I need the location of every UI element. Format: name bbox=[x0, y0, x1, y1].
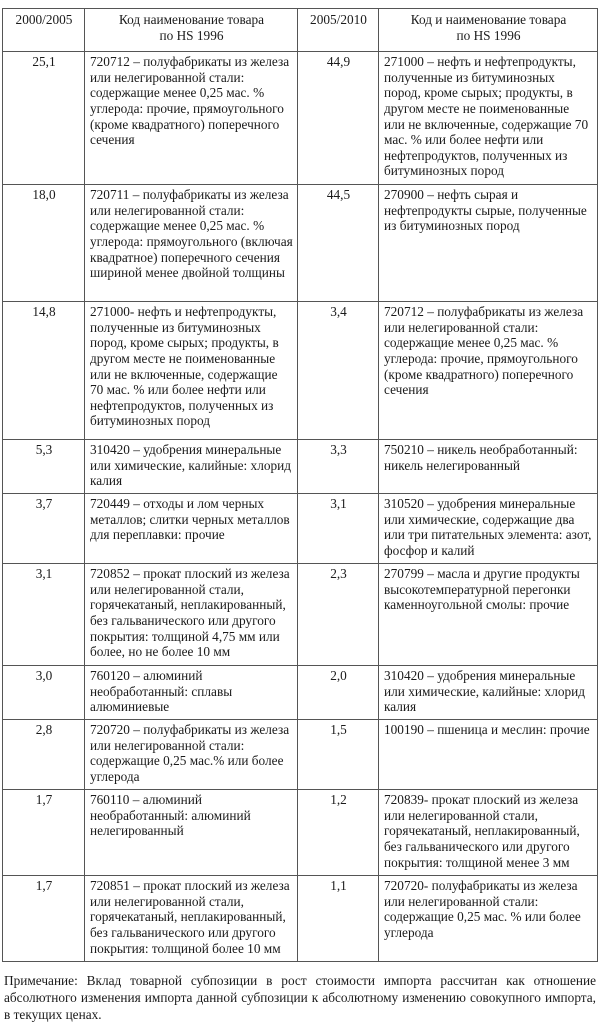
description-2000-2005: 720851 – прокат плоский из железа или нелегированной стали, горячекатаный, неплакированный, без гальванического или другого покрытия: толщиной более 10 мм bbox=[85, 876, 298, 962]
table-row bbox=[3, 52, 598, 185]
description-2005-2010: 720839- прокат плоский из железа или нелегированной стали, горячекатаный, неплакированный, без гальванического или другого покрытия: толщиной менее 3 мм bbox=[379, 790, 598, 876]
value-2005-2010: 1,5 bbox=[298, 720, 379, 790]
description-2005-2010: 720712 – полуфабрикаты из железа или нелегированной стали: содержащие менее 0,25 мас. % углерода: прочие, прямоугольного (кроме квадратного) поперечного сечения bbox=[379, 302, 598, 440]
value-2000-2005: 3,1 bbox=[3, 564, 85, 666]
value-2005-2010: 44,5 bbox=[298, 185, 379, 302]
table-row bbox=[3, 185, 598, 302]
value-2000-2005: 1,7 bbox=[3, 790, 85, 876]
header-period-2005-2010: 2005/2010 bbox=[298, 9, 379, 52]
description-2005-2010: 310520 – удобрения минеральные или химические, содержащие два или три питательных элемента: азот, фосфор и калий bbox=[379, 494, 598, 564]
table-row bbox=[3, 494, 598, 564]
header-code-name-1-line2: по HS 1996 bbox=[159, 27, 224, 43]
description-2000-2005: 720711 – полуфабрикаты из железа или нелегированной стали: содержащие менее 0,25 мас. % углерода: прямоугольного (включая квадратное) поперечного сечения шириной менее двойной толщины bbox=[85, 185, 298, 302]
description-2000-2005: 720852 – прокат плоский из железа или нелегированной стали, горячекатаный, неплакированный, без гальванического или другого покрытия: толщиной 4,75 мм или более, но не более 10 мм bbox=[85, 564, 298, 666]
header-code-name-2-line2: по HS 1996 bbox=[456, 27, 521, 43]
value-2000-2005: 18,0 bbox=[3, 185, 85, 302]
description-2005-2010: 720720- полуфабрикаты из железа или нелегированной стали: содержащие 0,25 мас. % или более углерода bbox=[379, 876, 598, 962]
description-2005-2010: 270900 – нефть сырая и нефтепродукты сырые, полученные из битуминозных пород bbox=[379, 185, 598, 302]
table-row bbox=[3, 440, 598, 494]
value-2005-2010: 3,1 bbox=[298, 494, 379, 564]
table-header-row bbox=[3, 9, 598, 52]
description-2005-2010: 100190 – пшеница и меслин: прочие bbox=[379, 720, 598, 790]
value-2005-2010: 44,9 bbox=[298, 52, 379, 185]
header-code-name-2-line1: Код и наименование товара bbox=[410, 12, 567, 27]
header-period-2000-2005: 2000/2005 bbox=[3, 9, 85, 52]
table-row bbox=[3, 564, 598, 666]
description-2005-2010: 270799 – масла и другие продукты высокотемпературной перегонки каменноугольной смолы: прочие bbox=[379, 564, 598, 666]
description-2005-2010: 750210 – никель необработанный: никель нелегированный bbox=[379, 440, 598, 494]
value-2000-2005: 5,3 bbox=[3, 440, 85, 494]
description-2000-2005: 720712 – полуфабрикаты из железа или нелегированной стали: содержащие менее 0,25 мас. % углерода: прочие, прямоугольного (кроме квадратного) поперечного сечения bbox=[85, 52, 298, 185]
header-code-name-2 bbox=[379, 9, 598, 52]
description-2000-2005: 720449 – отходы и лом черных металлов; слитки черных металлов для переплавки: прочие bbox=[85, 494, 298, 564]
description-2000-2005: 720720 – полуфабрикаты из железа или нелегированной стали: содержащие 0,25 мас.% или более углерода bbox=[85, 720, 298, 790]
value-2005-2010: 3,3 bbox=[298, 440, 379, 494]
description-2005-2010: 271000 – нефть и нефтепродукты, полученные из битуминозных пород, кроме сырых; продукты, в другом месте не поименованные или не включенные, содержащие 70 мас. % или более нефти или нефтепродуктов, полученных из битуминозных пород bbox=[379, 52, 598, 185]
table-row bbox=[3, 876, 598, 962]
description-2005-2010: 310420 – удобрения минеральные или химические, калийные: хлорид калия bbox=[379, 666, 598, 720]
table-footnote: Примечание: Вклад товарной субпозиции в рост стоимости импорта рассчитан как отношение абсолютного изменения импорта данной субпозиции к абсолютному изменению совокупного импорта, в текущих ценах. bbox=[4, 973, 596, 1022]
import-contribution-table bbox=[2, 8, 598, 962]
value-2000-2005: 14,8 bbox=[3, 302, 85, 440]
value-2000-2005: 1,7 bbox=[3, 876, 85, 962]
value-2005-2010: 1,1 bbox=[298, 876, 379, 962]
table-row bbox=[3, 666, 598, 720]
description-2000-2005: 760110 – алюминий необработанный: алюминий нелегированный bbox=[85, 790, 298, 876]
description-2000-2005: 271000- нефть и нефтепродукты, полученные из битуминозных пород, кроме сырых; продукты, в другом месте не поименованные или не включенные, содержащие 70 мас. % или более нефти или нефтепродуктов, полученных из битуминозных пород bbox=[85, 302, 298, 440]
header-code-name-1 bbox=[85, 9, 298, 52]
value-2005-2010: 3,4 bbox=[298, 302, 379, 440]
table-row bbox=[3, 302, 598, 440]
header-code-name-1-line1: Код наименование товара bbox=[118, 12, 265, 27]
description-2000-2005: 310420 – удобрения минеральные или химические, калийные: хлорид калия bbox=[85, 440, 298, 494]
value-2000-2005: 3,0 bbox=[3, 666, 85, 720]
description-2000-2005: 760120 – алюминий необработанный: сплавы алюминиевые bbox=[85, 666, 298, 720]
value-2000-2005: 2,8 bbox=[3, 720, 85, 790]
value-2000-2005: 3,7 bbox=[3, 494, 85, 564]
table-row bbox=[3, 720, 598, 790]
value-2005-2010: 2,3 bbox=[298, 564, 379, 666]
value-2005-2010: 1,2 bbox=[298, 790, 379, 876]
value-2000-2005: 25,1 bbox=[3, 52, 85, 185]
table-row bbox=[3, 790, 598, 876]
value-2005-2010: 2,0 bbox=[298, 666, 379, 720]
